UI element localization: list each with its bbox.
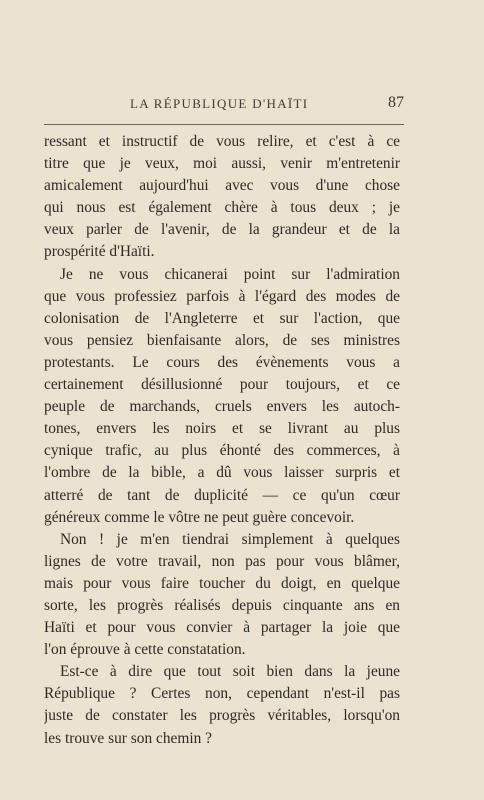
text-line: amicalement aujourd'hui avec vous d'une chose: [44, 177, 400, 195]
text-line: certainement désillusionné pour toujours, et ce: [44, 376, 400, 394]
text-line: qui nous est également chère à tous deux ; je: [44, 199, 400, 217]
text-line: l'on éprouve à cette constatation.: [44, 641, 246, 659]
text-line: colonisation de l'Angleterre et sur l'action, que: [44, 309, 400, 327]
text-line: protestants. Le cours des évènements vous a: [44, 353, 400, 371]
page-number: 87: [388, 94, 404, 111]
text-line: Haïti et pour vous convier à partager la joie que: [44, 619, 400, 637]
text-line: cynique trafic, au plus éhonté des commerces, à: [44, 442, 400, 460]
text-line: Est-ce à dire que tout soit bien dans la jeune: [60, 663, 400, 681]
text-line: vous pensiez bienfaisante alors, de ses ministres: [44, 331, 400, 349]
text-line: République ? Certes non, cependant n'est-il pas: [44, 685, 400, 703]
text-line: l'ombre de la bible, a dû vous laisser surpris et: [44, 464, 400, 482]
text-line: juste de constater les progrès véritables, lorsqu'on: [44, 707, 400, 725]
text-line: Je ne vous chicanerai point sur l'admiration: [60, 265, 400, 283]
text-line: mais pour vous faire toucher du doigt, en quelque: [44, 574, 400, 592]
text-line: prospérité d'Haïti.: [44, 243, 155, 261]
text-line: sorte, les progrès réalisés depuis cinquante ans en: [44, 596, 400, 614]
text-line: lignes de votre travail, non pas pour vous blâmer,: [44, 552, 400, 570]
text-line: veux parler de l'avenir, de la grandeur et de la: [44, 221, 400, 239]
text-line: Non ! je m'en tiendrai simplement à quelques: [60, 530, 400, 548]
text-line: que vous professiez parfois à l'égard des modes de: [44, 287, 400, 305]
text-line: titre que je veux, moi aussi, venir m'entretenir: [44, 155, 400, 173]
header-rule: [44, 124, 404, 125]
text-line: peuple de marchands, cruels envers les autoch-: [44, 398, 400, 416]
running-head: LA RÉPUBLIQUE D'HAÏTI: [130, 96, 309, 111]
text-line: ressant et instructif de vous relire, et c'est à ce: [44, 133, 400, 150]
text-line: tones, envers les noirs et se livrant au plus: [44, 420, 400, 438]
page-header: [44, 96, 404, 118]
text-line: les trouve sur son chemin ?: [44, 729, 212, 747]
text-line: généreux comme le vôtre ne peut guère concevoir.: [44, 508, 355, 526]
text-line: atterré de tant de duplicité — ce qu'un cœur: [44, 486, 400, 504]
body-text: [44, 131, 400, 750]
